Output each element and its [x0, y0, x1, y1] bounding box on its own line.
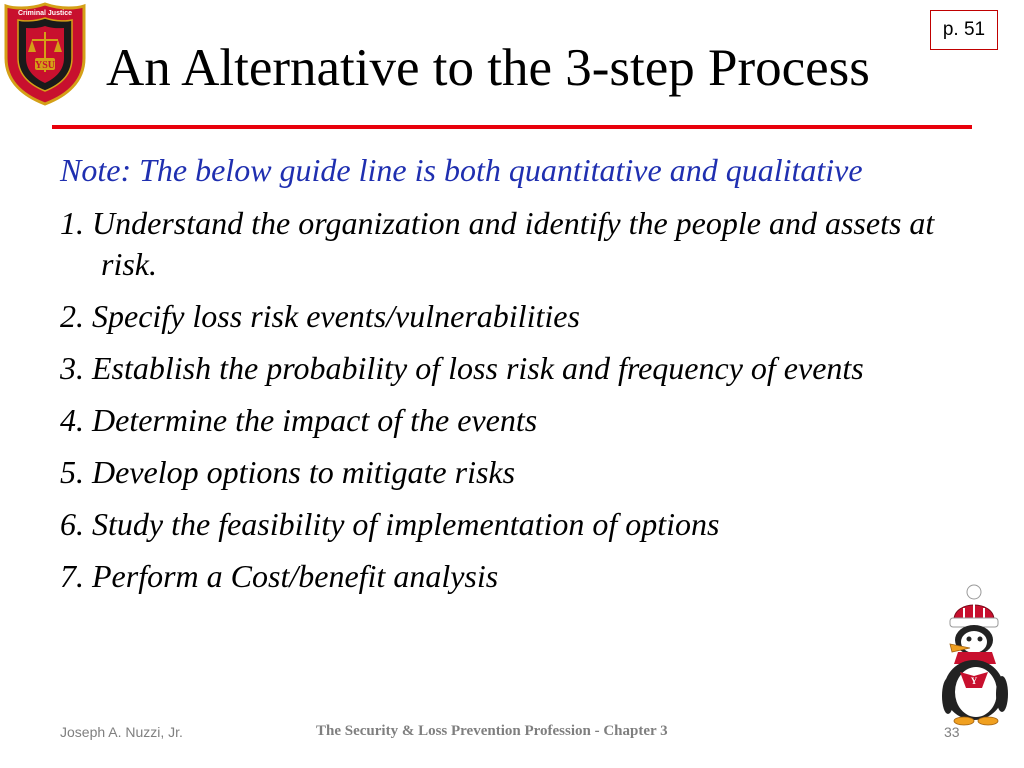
list-item: 1. Understand the organization and identify the people and assets at risk. [60, 205, 935, 282]
list-item: 2. Specify loss risk events/vulnerabilities [60, 298, 580, 334]
list-item: 5. Develop options to mitigate risks [60, 454, 516, 490]
criminal-justice-logo-icon [4, 2, 86, 106]
slide-body [60, 150, 980, 608]
list-item: 4. Determine the impact of the events [60, 402, 538, 438]
page-reference-box: p. 51 [930, 10, 998, 50]
note-text: Note: The below guide line is both quantitative and qualitative [60, 152, 863, 188]
footer-course-title: The Security & Loss Prevention Profession - Chapter 3 [316, 723, 668, 739]
svg-text:YSU: YSU [34, 60, 56, 71]
footer-author: Joseph A. Nuzzi, Jr. [60, 724, 183, 740]
svg-text:Y: Y [970, 676, 978, 686]
list-item: 7. Perform a Cost/benefit analysis [60, 558, 499, 594]
title-underline [52, 125, 972, 129]
svg-text:Criminal Justice: Criminal Justice [17, 10, 73, 17]
list-item: 3. Establish the probability of loss risk and frequency of events [60, 350, 864, 386]
steps-list [60, 203, 980, 597]
penguin-mascot-icon [930, 584, 1012, 726]
slide-title: An Alternative to the 3-step Process [106, 39, 870, 97]
slide-number: 33 [944, 724, 960, 740]
list-item: 6. Study the feasibility of implementation of options [60, 506, 720, 542]
